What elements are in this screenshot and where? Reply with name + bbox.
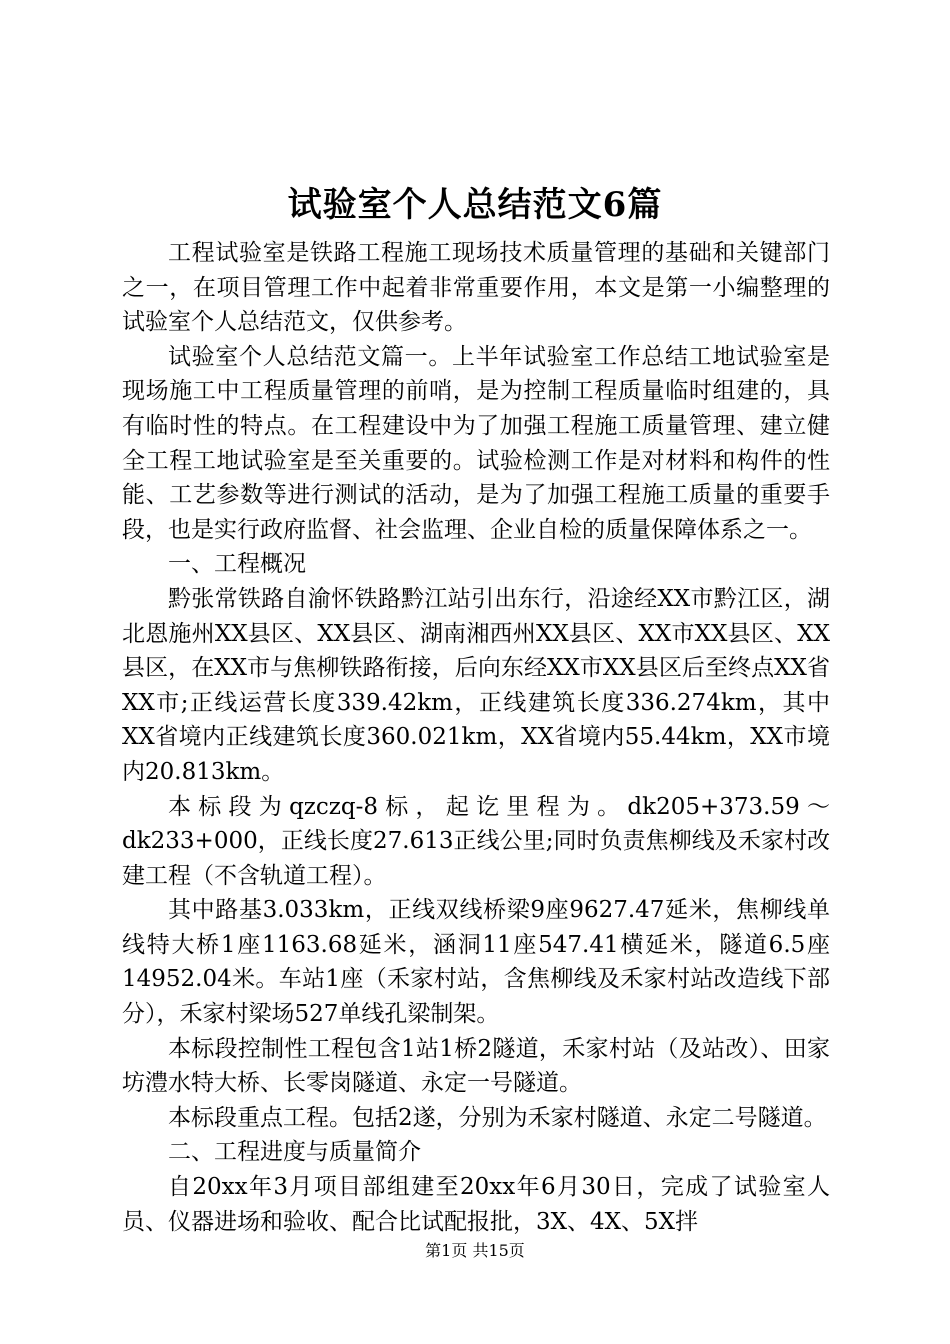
paragraph: 试验室个人总结范文篇一。上半年试验室工作总结工地试验室是现场施工中工程质量管理的前哨，是为控制工程质量临时组建的，具有临时性的特点。在工程建设中为了加强工程施工质量管理、建立健全工程工地试验室是至关重要的。试验检测工作是对材料和构件的性能、工艺参数等进行测试的活动，是为了加强工程施工质量的重要手段，也是实行政府监督、社会监理、企业自检的质量保障体系之一。 (122, 343, 830, 543)
paragraph: 本标段重点工程。包括2遂，分别为禾家村隧道、永定二号隧道。 (168, 1104, 827, 1131)
section-heading: 二、工程进度与质量简介 (168, 1139, 421, 1166)
paragraph: 本标段控制性工程包含1站1桥2隧道，禾家村站（及站改）、田家坊澧水特大桥、长零岗隧道、永定一号隧道。 (122, 1035, 830, 1097)
document-title: 试验室个人总结范文6篇 (287, 185, 663, 225)
paragraph: 本标段为qzczq-8标，起讫里程为。dk205+373.59～dk233+000，正线长度27.613正线公里;同时负责焦柳线及禾家村改建工程（不含轨道工程）。 (122, 793, 830, 889)
paragraph: 其中路基3.033km，正线双线桥梁9座9627.47延米，焦柳线单线特大桥1座1163.68延米，涵洞11座547.41横延米，隧道6.5座14952.04米。车站1座（禾家村站，含焦柳线及禾家村站改造线下部分），禾家村梁场527单线孔梁制架。 (122, 897, 830, 1028)
paragraph: 自20xx年3月项目部组建至20xx年6月30日，完成了试验室人员、仪器进场和验收、配合比试配报批，3X、4X、5X拌 (122, 1174, 830, 1235)
document-body (122, 236, 830, 1239)
paragraph: 工程试验室是铁路工程施工现场技术质量管理的基础和关键部门之一，在项目管理工作中起着非常重要作用，本文是第一小编整理的试验室个人总结范文，仅供参考。 (122, 240, 830, 336)
page-footer: 第1页 共15页 (425, 1241, 525, 1260)
paragraph: 黔张常铁路自渝怀铁路黔江站引出东行，沿途经XX市黔江区，湖北恩施州XX县区、XX县区、湖南湘西州XX县区、XX市XX县区、XX县区，在XX市与焦柳铁路衔接，后向东经XX市XX县区后至终点XX省XX市;正线运营长度339.42km，正线建筑长度336.274km，其中XX省境内正线建筑长度360.021km，XX省境内55.44km，XX市境内20.813km。 (122, 585, 830, 785)
section-heading: 一、工程概况 (168, 551, 306, 578)
